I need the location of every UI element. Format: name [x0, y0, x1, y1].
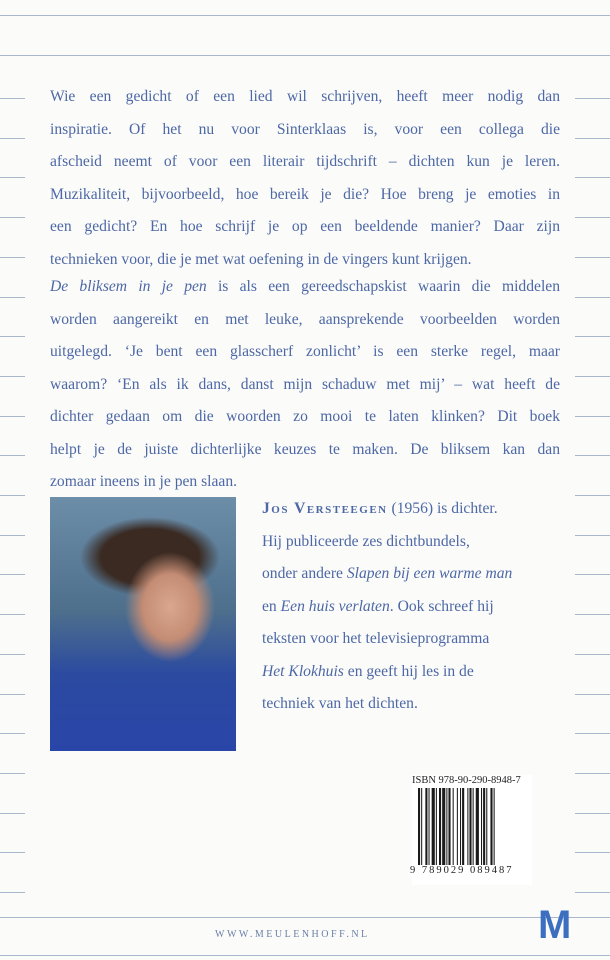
text-line: waarom? ‘En als ik dans, danst mijn schaduw met mij’ – wat heeft de — [50, 375, 560, 393]
barcode-bar — [439, 788, 441, 873]
ruled-line — [575, 694, 610, 695]
blurb-paragraph-1 — [50, 81, 560, 276]
ruled-line — [575, 455, 610, 456]
ruled-line — [0, 892, 25, 893]
ruled-line — [0, 55, 610, 56]
text-line: Wie een gedicht of een lied wil schrijven, heeft meer nodig dan — [50, 88, 560, 105]
ruled-line — [575, 733, 610, 734]
ruled-line — [575, 654, 610, 655]
ruled-line — [0, 297, 25, 298]
ruled-line — [0, 773, 25, 774]
ruled-line — [0, 495, 25, 496]
text-line: worden aangereikt en met leuke, aansprekende voorbeelden worden — [50, 310, 560, 328]
ruled-line — [0, 455, 25, 456]
barcode-bar — [490, 788, 492, 873]
barcode-bar — [436, 788, 437, 873]
ruled-line — [575, 614, 610, 615]
ruled-line — [0, 955, 610, 956]
ruled-line — [0, 813, 25, 814]
barcode-bar — [421, 788, 422, 873]
text-line: Hij publiceerde zes dichtbundels, — [262, 532, 470, 550]
ruled-line — [0, 654, 25, 655]
ruled-line — [0, 217, 25, 218]
book-title: Een huis verlaten — [280, 597, 390, 615]
ruled-line — [575, 138, 610, 139]
ruled-line — [575, 416, 610, 417]
ruled-line — [575, 813, 610, 814]
ruled-line — [575, 574, 610, 575]
text-line — [50, 271, 560, 304]
text: (1956) is dichter. — [387, 500, 498, 517]
ruled-line — [0, 852, 25, 853]
text-line: helpt je de juiste dichterlijke keuzes te maken. De bliksem kan dan — [50, 440, 560, 458]
ruled-line — [0, 177, 25, 178]
ruled-line — [575, 98, 610, 99]
ruled-line — [0, 336, 25, 337]
ruled-line — [0, 574, 25, 575]
barcode-bar — [476, 788, 479, 873]
isbn-barcode — [412, 775, 532, 885]
ruled-line — [0, 257, 25, 258]
text-line: technieken voor, die je met wat oefening in de vingers kunt krijgen. — [50, 250, 472, 268]
barcode-bar — [467, 788, 468, 873]
barcode-bar — [486, 788, 487, 873]
text: en — [262, 597, 281, 615]
barcode-bar — [429, 788, 430, 873]
text: . Ook schreef hij — [389, 597, 494, 615]
ruled-line — [0, 376, 25, 377]
barcode-bar — [446, 788, 447, 873]
book-title: De bliksem in je pen — [50, 278, 207, 295]
barcode-bar — [460, 788, 461, 873]
text-line: afscheid neemt of voor een literair tijdschrift – dichten kun je leren. — [50, 153, 560, 170]
ruled-line — [575, 257, 610, 258]
ruled-line — [0, 138, 25, 139]
barcode-bar — [457, 788, 458, 873]
text-line: dichter gedaan om die woorden zo mooi te laten klinken? Dit boek — [50, 408, 560, 425]
text-line: zomaar ineens in je pen slaan. — [50, 473, 238, 490]
ruled-line — [0, 416, 25, 417]
text: onder andere — [262, 565, 347, 582]
barcode-bar — [481, 788, 482, 873]
ruled-line — [575, 535, 610, 536]
author-bio — [262, 493, 522, 721]
ruled-line — [0, 15, 610, 16]
ruled-line — [575, 177, 610, 178]
text-line — [262, 558, 522, 591]
ruled-line — [0, 535, 25, 536]
barcode-bar — [469, 788, 471, 873]
ruled-line — [0, 733, 25, 734]
ruled-line — [575, 336, 610, 337]
text: is als een gereedschapskist waarin die middelen — [206, 278, 560, 295]
ruled-line — [575, 892, 610, 893]
text: en geeft hij les in de — [343, 662, 474, 680]
barcode-bar — [432, 788, 435, 873]
ruled-line — [0, 614, 25, 615]
ruled-line — [0, 694, 25, 695]
text-line — [262, 591, 522, 624]
ruled-line — [575, 773, 610, 774]
barcode-bar — [473, 788, 474, 873]
barcode-bar — [425, 788, 427, 873]
barcode-bar — [494, 788, 495, 873]
text-line: techniek van het dichten. — [262, 695, 418, 712]
text-line — [262, 493, 522, 526]
barcode-bar — [462, 788, 464, 873]
text-line — [262, 656, 522, 689]
barcode-bar — [483, 788, 485, 873]
ruled-line — [575, 297, 610, 298]
ruled-line — [575, 852, 610, 853]
ruled-line — [575, 376, 610, 377]
book-title: Slapen bij een warme man — [346, 565, 513, 582]
barcode-bars — [418, 788, 530, 873]
ruled-line — [575, 217, 610, 218]
publisher-logo: M — [538, 903, 572, 947]
blurb-paragraph-2 — [50, 271, 560, 499]
author-photo — [50, 497, 236, 751]
ruled-line — [0, 98, 25, 99]
isbn-label: ISBN 978-90-290-8948-7 — [412, 775, 521, 786]
text-line: inspiratie. Of het nu voor Sinterklaas is, voor een collega die — [50, 120, 560, 138]
barcode-bar — [442, 788, 445, 873]
barcode-bar — [453, 788, 454, 873]
text-line: Muzikaliteit, bijvoorbeeld, hoe bereik je die? Hoe breng je emoties in — [50, 185, 560, 203]
ruled-line — [575, 495, 610, 496]
author-name: Jos Versteegen — [262, 500, 388, 517]
text-line: een gedicht? En hoe schrijf je op een beeldende manier? Daar zijn — [50, 218, 560, 235]
ean-number: 9 789029 089487 — [410, 865, 514, 876]
show-title: Het Klokhuis — [262, 662, 344, 680]
text-line: uitgelegd. ‘Je bent een glasscherf zonlicht’ is een sterke regel, maar — [50, 343, 560, 360]
publisher-website: WWW.MEULENHOFF.NL — [215, 929, 370, 940]
barcode-bar — [418, 788, 420, 873]
barcode-bar — [448, 788, 450, 873]
ruled-line — [0, 917, 610, 918]
text-line: teksten voor het televisieprogramma — [262, 630, 490, 647]
